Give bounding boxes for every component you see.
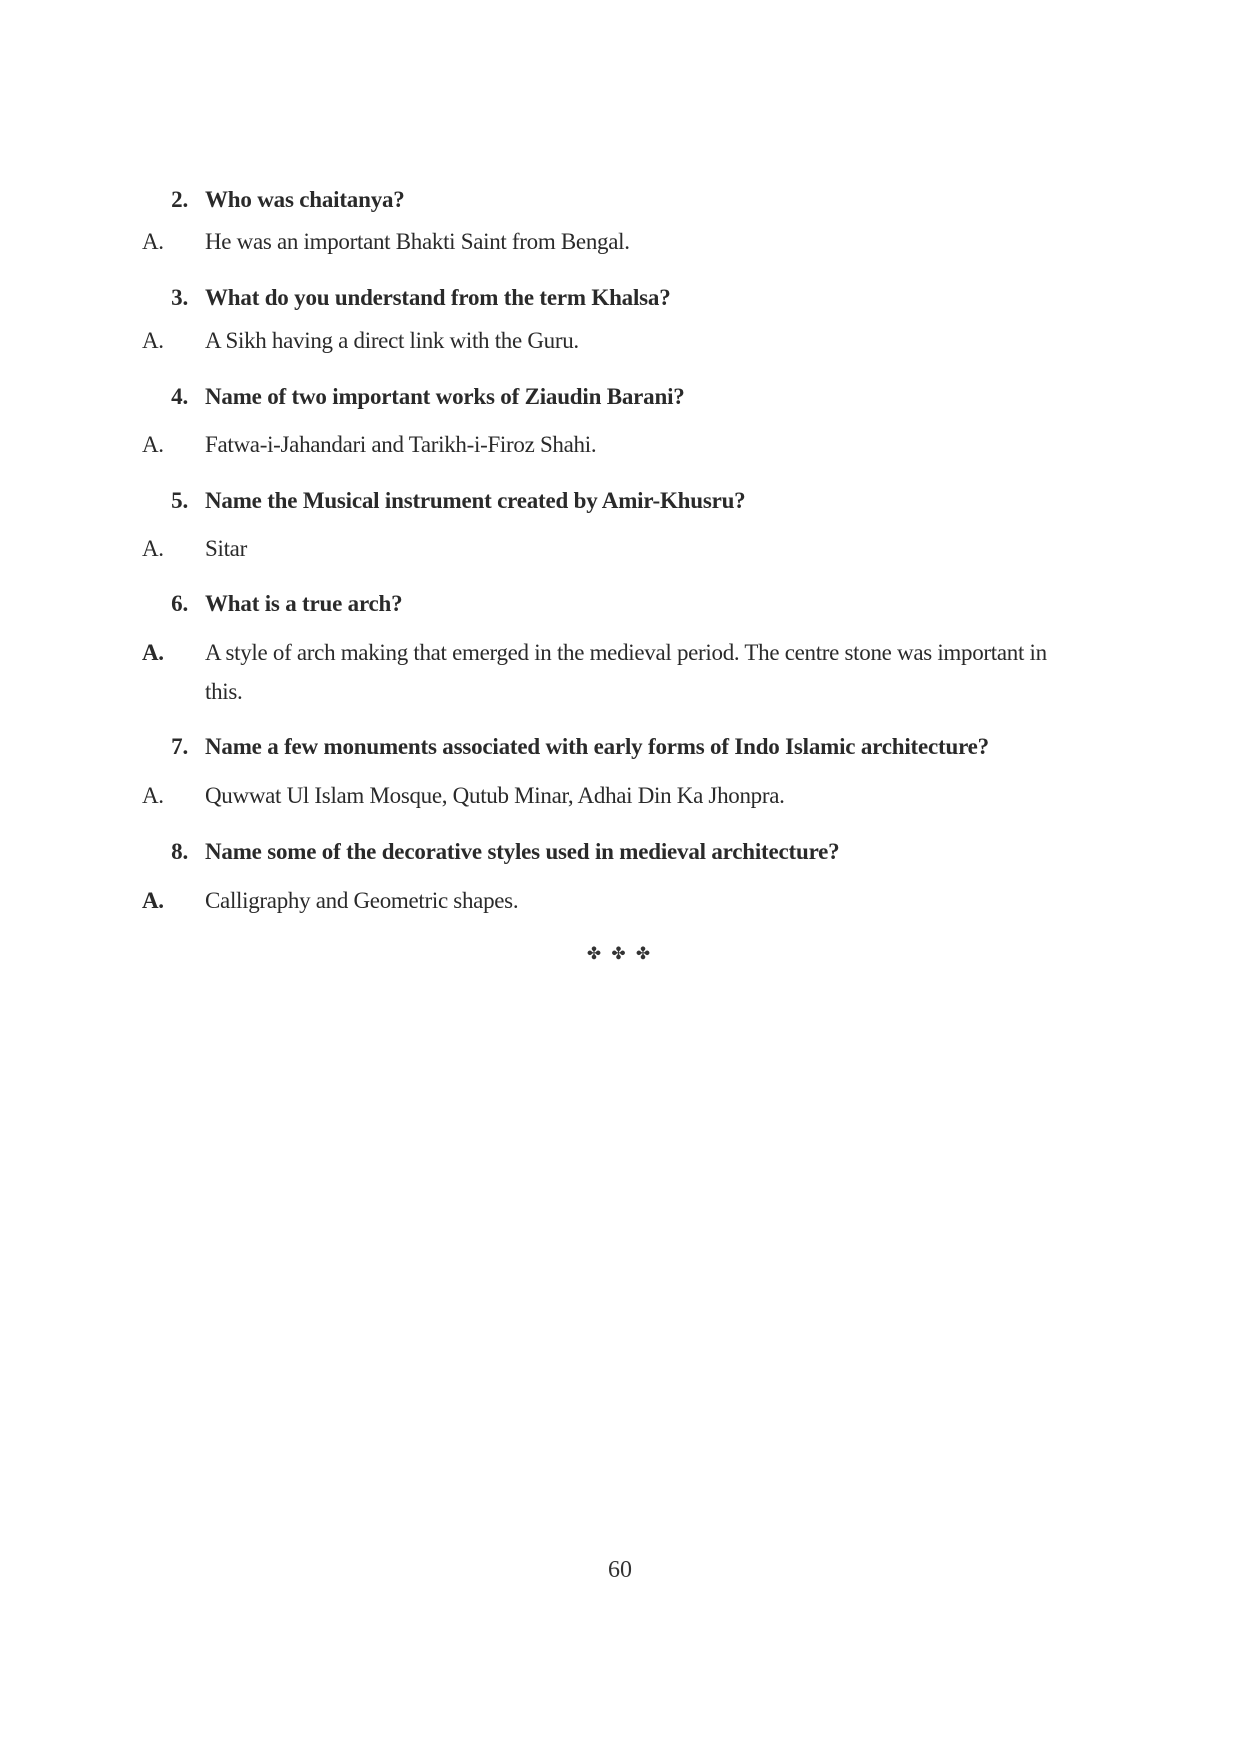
- question-text: What is a true arch?: [205, 591, 403, 616]
- answer-label: A.: [142, 640, 164, 665]
- question-text: Name of two important works of Ziaudin Barani?: [205, 384, 685, 409]
- question-number: 4.: [171, 384, 188, 409]
- section-end-ornament: ✤ ✤ ✤: [586, 944, 654, 963]
- answer-text: Calligraphy and Geometric shapes.: [205, 888, 519, 913]
- answer-text: Fatwa-i-Jahandari and Tarikh-i-Firoz Shahi.: [205, 432, 597, 457]
- question-text: Name a few monuments associated with early forms of Indo Islamic architecture?: [205, 734, 989, 759]
- answer-text: Sitar: [205, 536, 247, 561]
- question-number: 5.: [171, 488, 188, 513]
- answer-label: A.: [142, 783, 164, 808]
- question-text: Name the Musical instrument created by Amir-Khusru?: [205, 488, 746, 513]
- answer-label: A.: [142, 432, 164, 457]
- answer-text: A style of arch making that emerged in the medieval period. The centre stone was important in: [205, 640, 1047, 665]
- question-text: Name some of the decorative styles used in medieval architecture?: [205, 839, 840, 864]
- question-number: 7.: [171, 734, 188, 759]
- answer-6-continued: this.: [205, 679, 243, 704]
- page-number: 60: [608, 1557, 632, 1583]
- question-number: 3.: [171, 285, 188, 310]
- question-number: 8.: [171, 839, 188, 864]
- answer-text: He was an important Bhakti Saint from Bengal.: [205, 229, 630, 254]
- question-number: 2.: [171, 187, 188, 212]
- question-number: 6.: [171, 591, 188, 616]
- answer-label: A.: [142, 888, 164, 913]
- answer-label: A.: [142, 536, 164, 561]
- answer-text: A Sikh having a direct link with the Guru.: [205, 328, 579, 353]
- answer-text: Quwwat Ul Islam Mosque, Qutub Minar, Adhai Din Ka Jhonpra.: [205, 783, 785, 808]
- answer-label: A.: [142, 229, 164, 254]
- answer-label: A.: [142, 328, 164, 353]
- question-text: What do you understand from the term Khalsa?: [205, 285, 671, 310]
- question-text: Who was chaitanya?: [205, 187, 405, 212]
